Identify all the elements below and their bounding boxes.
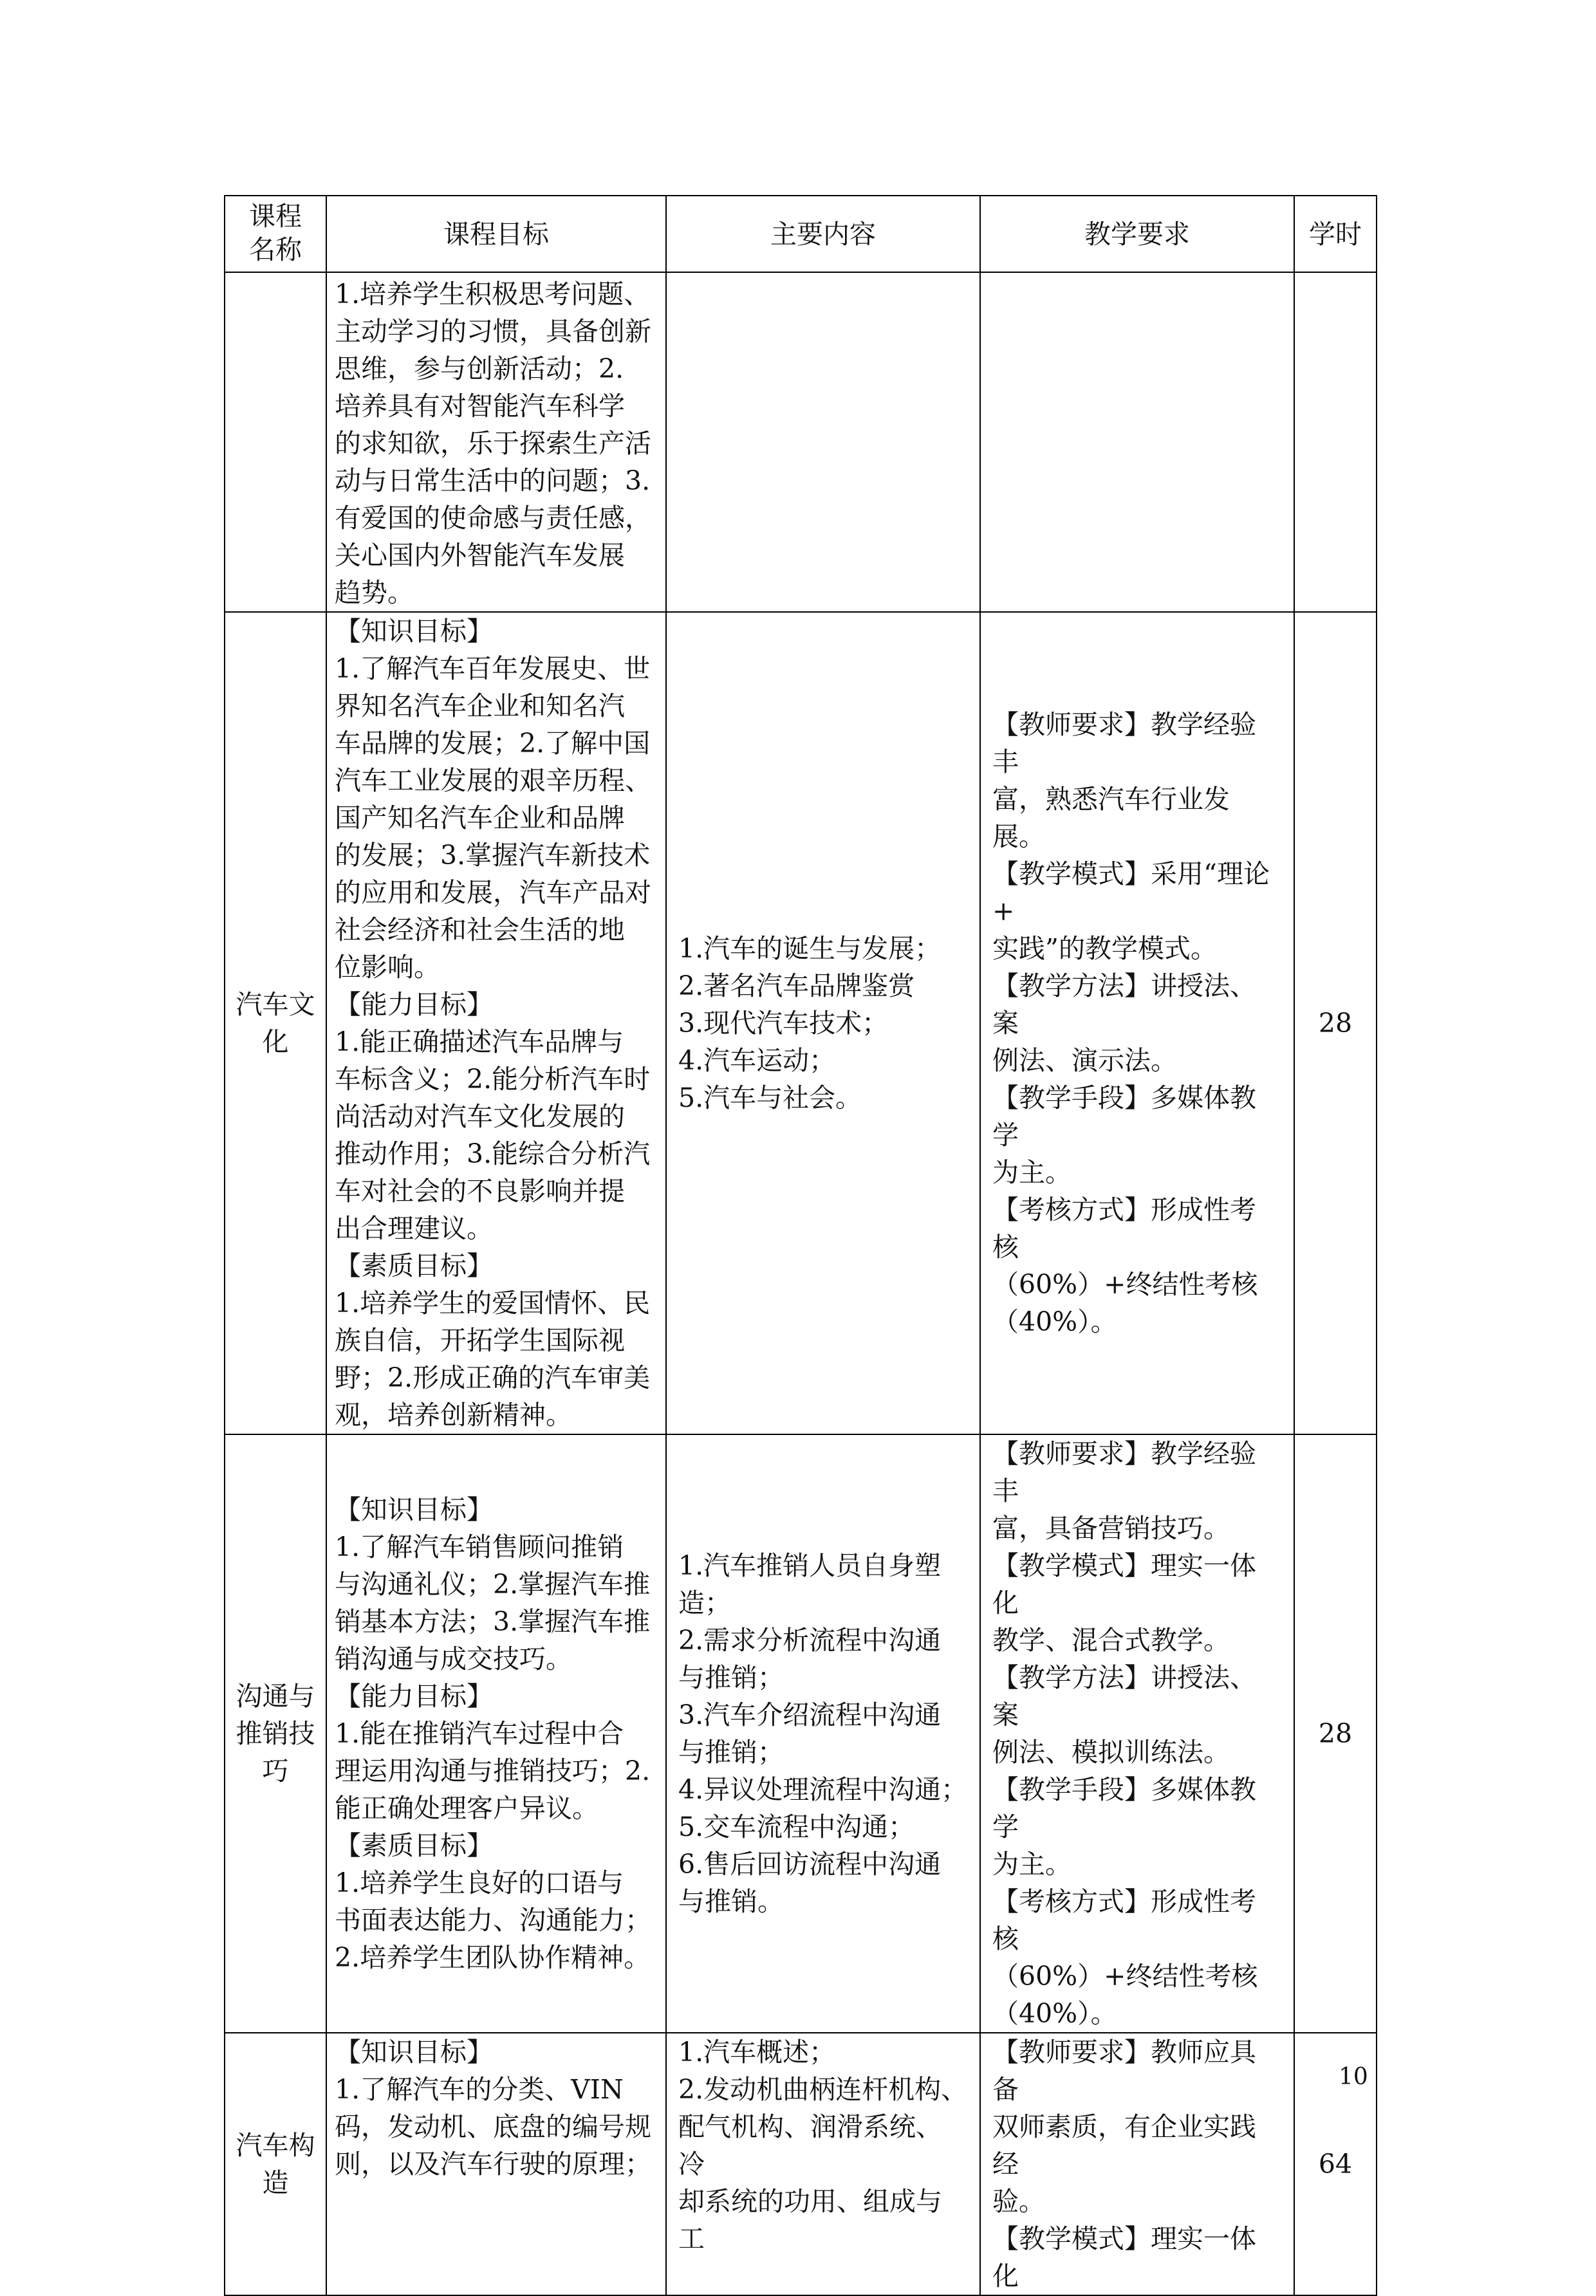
hours-cell: 64 (1294, 2033, 1377, 2295)
hours-cell: 28 (1294, 612, 1377, 1434)
course-goals-cell: 【知识目标】 1.了解汽车销售顾问推销 与沟通礼仪；2.掌握汽车推 销基本方法；3.掌握汽车推 销沟通与成交技巧。 【能力目标】 1.能在推销汽车过程中合 理运用沟通与推销技巧；2. 能正确处理客户异议。 【素质目标】 1.培养学生良好的口语与 书面表达能力、沟通能力； 2.培养学生团队协作精神。 (326, 1434, 666, 2033)
table-row (225, 612, 1377, 1434)
course-goals-cell: 【知识目标】 1.了解汽车的分类、VIN 码，发动机、底盘的编号规 则，以及汽车行驶的原理； (326, 2033, 666, 2295)
teaching-requirements-cell: 【教师要求】教学经验丰 富，具备营销技巧。 【教学模式】理实一体化 教学、混合式教学。 【教学方法】讲授法、案 例法、模拟训练法。 【教学手段】多媒体教学 为主。 【考核方式】形成性考核 （60%）+终结性考核 （40%）。 (980, 1434, 1294, 2033)
main-content-cell (666, 272, 980, 612)
header-hours: 学时 (1294, 196, 1377, 272)
table-header-row (225, 196, 1377, 272)
header-teaching-requirements: 教学要求 (980, 196, 1294, 272)
teaching-requirements-cell: 【教师要求】教师应具备 双师素质，有企业实践经 验。 【教学模式】理实一体化 (980, 2033, 1294, 2295)
course-name-cell: 沟通与 推销技 巧 (225, 1434, 326, 2033)
hours-cell (1294, 272, 1377, 612)
header-course-name: 课程 名称 (225, 196, 326, 272)
teaching-requirements-cell (980, 272, 1294, 612)
table-row (225, 272, 1377, 612)
course-name-cell: 汽车文 化 (225, 612, 326, 1434)
hours-cell: 28 (1294, 1434, 1377, 2033)
table-row (225, 1434, 1377, 2033)
course-table (224, 195, 1377, 2296)
teaching-requirements-cell: 【教师要求】教学经验丰 富，熟悉汽车行业发展。 【教学模式】采用“理论+ 实践”的教学模式。 【教学方法】讲授法、案 例法、演示法。 【教学手段】多媒体教学 为主。 【考核方式】形成性考核 （60%）+终结性考核 （40%）。 (980, 612, 1294, 1434)
header-course-goals: 课程目标 (326, 196, 666, 272)
table-row (225, 2033, 1377, 2295)
main-content-cell: 1.汽车概述； 2.发动机曲柄连杆机构、 配气机构、润滑系统、冷 却系统的功用、组成与工 (666, 2033, 980, 2295)
page-number: 10 (1339, 2064, 1368, 2090)
header-main-content: 主要内容 (666, 196, 980, 272)
main-content-cell: 1.汽车的诞生与发展； 2.著名汽车品牌鉴赏 3.现代汽车技术； 4.汽车运动； 5.汽车与社会。 (666, 612, 980, 1434)
course-goals-cell: 1.培养学生积极思考问题、 主动学习的习惯，具备创新 思维，参与创新活动；2. 培养具有对智能汽车科学 的求知欲，乐于探索生产活 动与日常生活中的问题；3. 有爱国的使命感与责任感， 关心国内外智能汽车发展 趋势。 (326, 272, 666, 612)
course-goals-cell: 【知识目标】 1.了解汽车百年发展史、世 界知名汽车企业和知名汽 车品牌的发展；2.了解中国 汽车工业发展的艰辛历程、 国产知名汽车企业和品牌 的发展；3.掌握汽车新技术 的应用和发展，汽车产品对 社会经济和社会生活的地 位影响。 【能力目标】 1.能正确描述汽车品牌与 车标含义；2.能分析汽车时 尚活动对汽车文化发展的 推动作用；3.能综合分析汽 车对社会的不良影响并提 出合理建议。 【素质目标】 1.培养学生的爱国情怀、民 族自信，开拓学生国际视 野；2.形成正确的汽车审美 观，培养创新精神。 (326, 612, 666, 1434)
course-name-cell (225, 272, 326, 612)
main-content-cell: 1.汽车推销人员自身塑 造； 2.需求分析流程中沟通 与推销； 3.汽车介绍流程中沟通 与推销； 4.异议处理流程中沟通； 5.交车流程中沟通； 6.售后回访流程中沟通 与推销。 (666, 1434, 980, 2033)
course-name-cell: 汽车构 造 (225, 2033, 326, 2295)
